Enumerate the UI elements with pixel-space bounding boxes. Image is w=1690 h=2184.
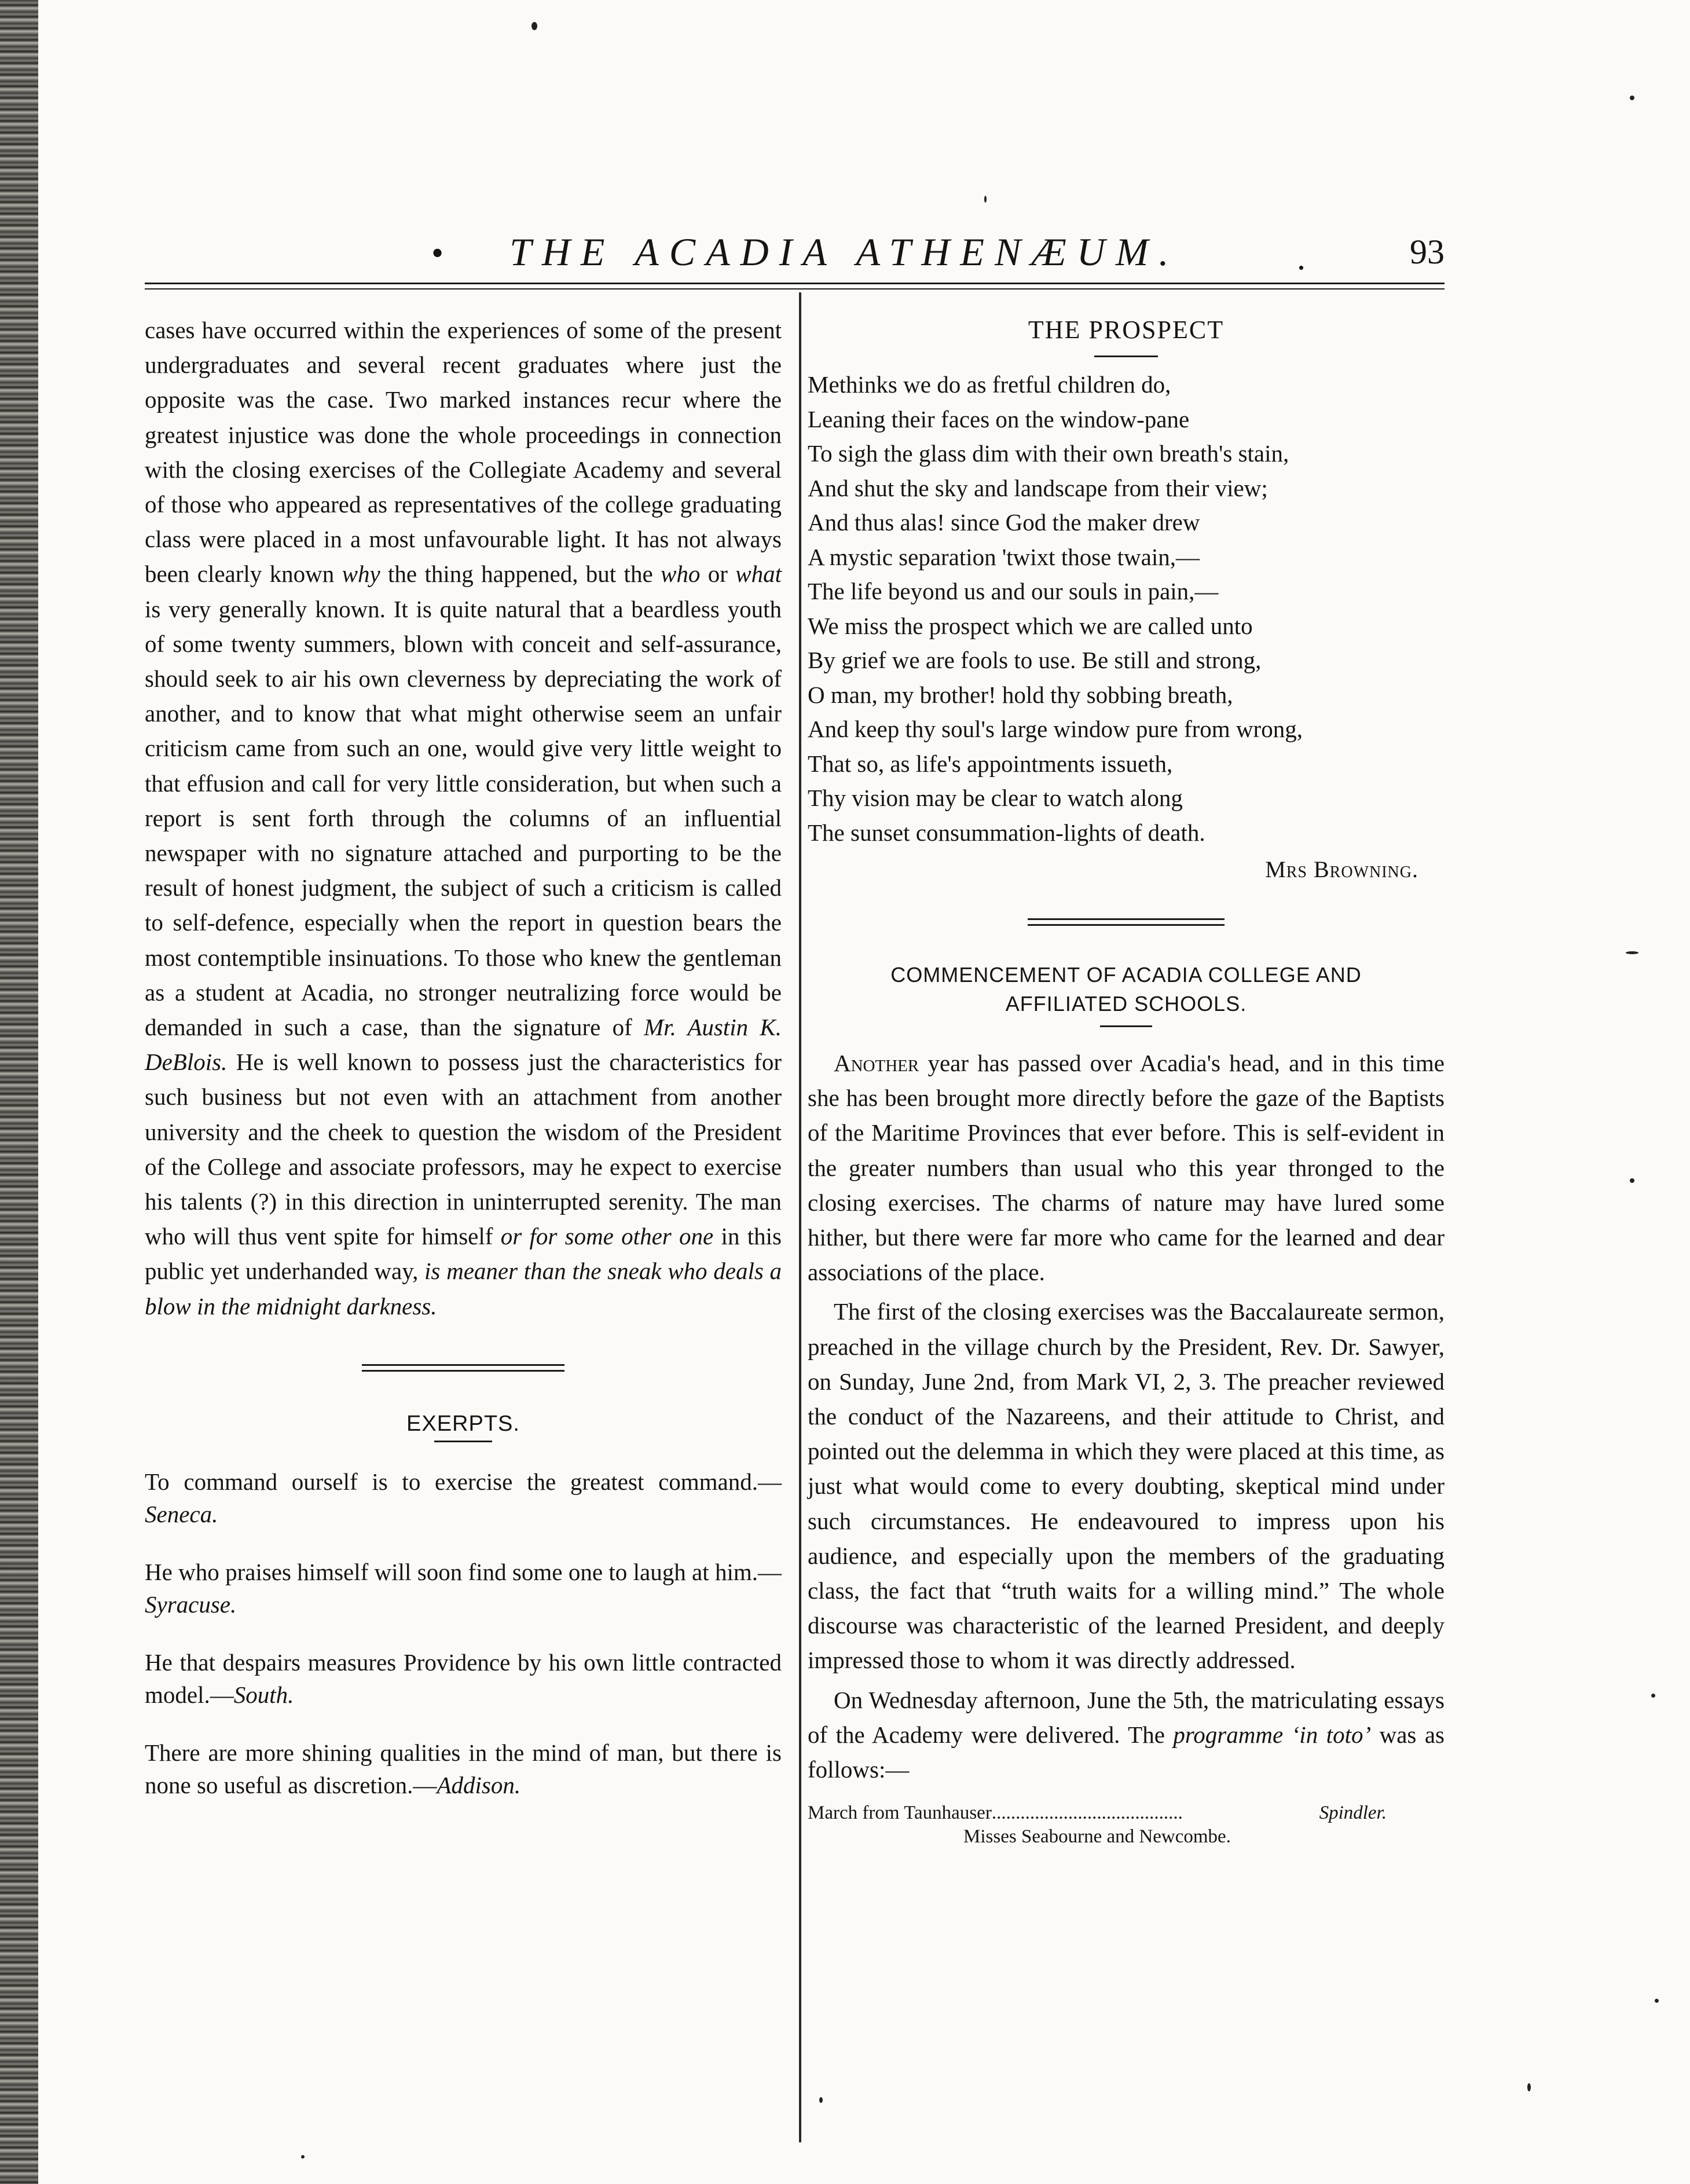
exerpt-source: Seneca. xyxy=(145,1500,218,1527)
exerpt-source: Addison. xyxy=(437,1771,521,1798)
section-double-rule xyxy=(1028,918,1225,926)
commencement-heading-line2: AFFILIATED SCHOOLS. xyxy=(1005,992,1247,1016)
paragraph-text: was as follows:— xyxy=(808,1721,1445,1783)
poem-line: And keep thy soul's large window pure from wrong, xyxy=(808,716,1303,742)
page-number: 93 xyxy=(1410,233,1445,271)
programme-list xyxy=(808,1801,1387,1848)
exerpt-text: He who praises himself will soon find some one to laugh at him.— xyxy=(145,1558,782,1585)
exerpt-text: There are more shining qualities in the mind of man, but there is none so useful as discretion.— xyxy=(145,1739,782,1798)
heading-underline xyxy=(1094,356,1158,357)
article-text: the thing happened, but the xyxy=(380,560,661,588)
commencement-heading-line1: COMMENCEMENT OF ACADIA COLLEGE AND xyxy=(890,963,1362,987)
paragraph-text: On Wednesday afternoon, June the 5th, the matriculating essays of the Academy were delivered. The xyxy=(808,1686,1445,1748)
header-rule-top xyxy=(145,283,1445,284)
exerpts-list xyxy=(145,1465,782,1801)
article-continuation xyxy=(145,313,782,1324)
italic-text: who xyxy=(661,560,701,588)
exerpt-item xyxy=(145,1556,782,1621)
italic-text: programme ‘in toto’ xyxy=(1173,1721,1372,1748)
italic-text: or for some other one xyxy=(500,1223,714,1250)
poem-line: Methinks we do as fretful children do, xyxy=(808,371,1171,398)
print-speck xyxy=(984,196,987,203)
italic-name: Mr. Austin K. DeBlois. xyxy=(145,1014,782,1076)
column-divider xyxy=(799,292,801,2142)
article-text: or xyxy=(700,560,736,588)
exerpt-text: He that despairs measures Providence by his own little contracted model.— xyxy=(145,1648,782,1708)
poem-title: THE PROSPECT xyxy=(1028,316,1225,344)
print-speck xyxy=(1655,1999,1659,2003)
header-ornament: • xyxy=(431,234,444,272)
exerpt-source: South. xyxy=(233,1681,294,1708)
poem-author: Mrs Browning. xyxy=(1265,856,1418,882)
commencement-heading xyxy=(808,961,1445,1018)
italic-text: what xyxy=(735,560,782,588)
italic-text: is meaner than the sneak who deals a blow in the midnight darkness. xyxy=(145,1258,782,1320)
article-text: cases have occurred within the experiences of some of the present undergraduates and several recent graduates where just the opposite was the case. Two marked instances recur where the greatest injustice was done the whole proceedings in connection with the closing exercises of the Collegiate Academy and several of those who appeared as representatives of the college graduating class were placed in a most unfavourable light. It has not always been clearly known xyxy=(145,317,782,588)
poem-line: And shut the sky and landscape from their view; xyxy=(808,474,1268,501)
journal-title: THE ACADIA ATHENÆUM. xyxy=(509,230,1179,274)
programme-performers: Misses Seabourne and Newcombe. xyxy=(963,1826,1231,1848)
right-column xyxy=(808,313,1445,1848)
article-text: He is well known to possess just the characteristics for such business but not even with an attachment from another university and the cheek to question the wisdom of the President of the College and associate professors, may he expect to exercise his talents (?) in this direction in uninterrupted serenity. The man who will thus vent spite for himself xyxy=(145,1049,782,1250)
poem-line: Leaning their faces on the window-pane xyxy=(808,405,1190,433)
running-header xyxy=(145,229,1445,275)
commencement-body xyxy=(808,1046,1445,1787)
exerpts-heading: EXERPTS. xyxy=(406,1411,520,1436)
left-column xyxy=(145,313,782,1801)
poem-line: We miss the prospect which we are called unto xyxy=(808,612,1253,639)
print-speck xyxy=(1630,1178,1634,1183)
commencement-paragraph: The first of the closing exercises was the Baccalaureate sermon, preached in the village church by the President, Rev. Dr. Sawyer, on Sunday, June 2nd, from Mark VI, 2, 3. The preacher reviewed the conduct of the Nazareens, and their attitude to Christ, and pointed out the delemma in which they were placed at this time, as just what would come to every doubting, skeptical mind under such circumstances. He endeavoured to impress upon his audience, and especially upon the members of the graduating class, the fact that “truth waits for a willing mind.” The whole discourse was characteristic of the learned President, and deeply impressed those to whom it was directly addressed. xyxy=(808,1298,1445,1674)
poem-line: To sigh the glass dim with their own breath's stain, xyxy=(808,440,1289,467)
print-speck xyxy=(1527,2083,1531,2091)
exerpt-source: Syracuse. xyxy=(145,1591,237,1618)
heading-underline xyxy=(1100,1025,1152,1027)
dot-leaders: ........................................ xyxy=(991,1802,1183,1824)
article-text: is very generally known. It is quite natural that a beardless youth of some twenty summers, blown with conceit and self-assurance, should seek to air his own cleverness by depreciating the work of another, and to know that what might otherwise seem an unfair criticism came from such an one, would give very little weight to that effusion and call for very little consideration, but when such a report is sent forth through the columns of an influential newspaper with no signature attached and purporting to be the result of honest judgment, the subject of such a criticism is called to self-defence, especially when the report in question bears the most contemptible insinuations. To those who knew the gentleman as a student at Acadia, no stronger neutralizing force would be demanded in such a case, than the signature of xyxy=(145,595,782,1041)
print-speck xyxy=(819,2097,823,2103)
print-speck xyxy=(531,22,537,30)
poem-line: Thy vision may be clear to watch along xyxy=(808,785,1183,811)
print-speck xyxy=(1626,951,1638,954)
poem-line: By grief we are fools to use. Be still and strong, xyxy=(808,647,1262,673)
article-text: in this public yet underhanded way, xyxy=(145,1223,782,1285)
print-speck xyxy=(301,2155,305,2159)
poem-body xyxy=(808,368,1445,850)
header-rule-bottom xyxy=(145,288,1445,290)
lead-word: Another xyxy=(834,1050,919,1076)
paragraph-text: year has passed over Acadia's head, and in this time she has been brought more directly before the gaze of the Baptists of the Maritime Provinces that ever before. This is self-evident in the greater numbers than usual who this year thronged to the closing exercises. The charms of nature may have lured some hither, but there were far more who came for the learned and dear associations of the place. xyxy=(808,1050,1445,1286)
poem-line: That so, as life's appointments issueth, xyxy=(808,750,1173,777)
exerpt-item xyxy=(145,1465,782,1530)
commencement-paragraph xyxy=(808,1046,1445,1289)
poem-line: And thus alas! since God the maker drew xyxy=(808,509,1200,536)
exerpt-item xyxy=(145,1646,782,1711)
print-speck xyxy=(1651,1694,1655,1698)
poem-line: The sunset consummation-lights of death. xyxy=(808,819,1205,846)
exerpt-item xyxy=(145,1736,782,1801)
programme-item xyxy=(808,1801,1387,1825)
exerpt-text: To command ourself is to exercise the greatest command.— xyxy=(145,1468,782,1495)
poem-line: A mystic separation 'twixt those twain,— xyxy=(808,543,1200,570)
commencement-paragraph xyxy=(808,1683,1445,1787)
programme-composer: Spindler. xyxy=(1319,1802,1387,1824)
header-ornament: . xyxy=(1297,239,1306,277)
poem-line: O man, my brother! hold thy sobbing breath, xyxy=(808,681,1233,708)
programme-piece: March from Taunhauser xyxy=(808,1802,992,1824)
poem-line: The life beyond us and our souls in pain,— xyxy=(808,578,1219,604)
italic-text: why xyxy=(342,560,380,588)
page-binding-edge xyxy=(0,0,38,2184)
print-speck xyxy=(1630,96,1634,100)
heading-underline xyxy=(434,1441,492,1442)
section-double-rule xyxy=(362,1364,564,1372)
